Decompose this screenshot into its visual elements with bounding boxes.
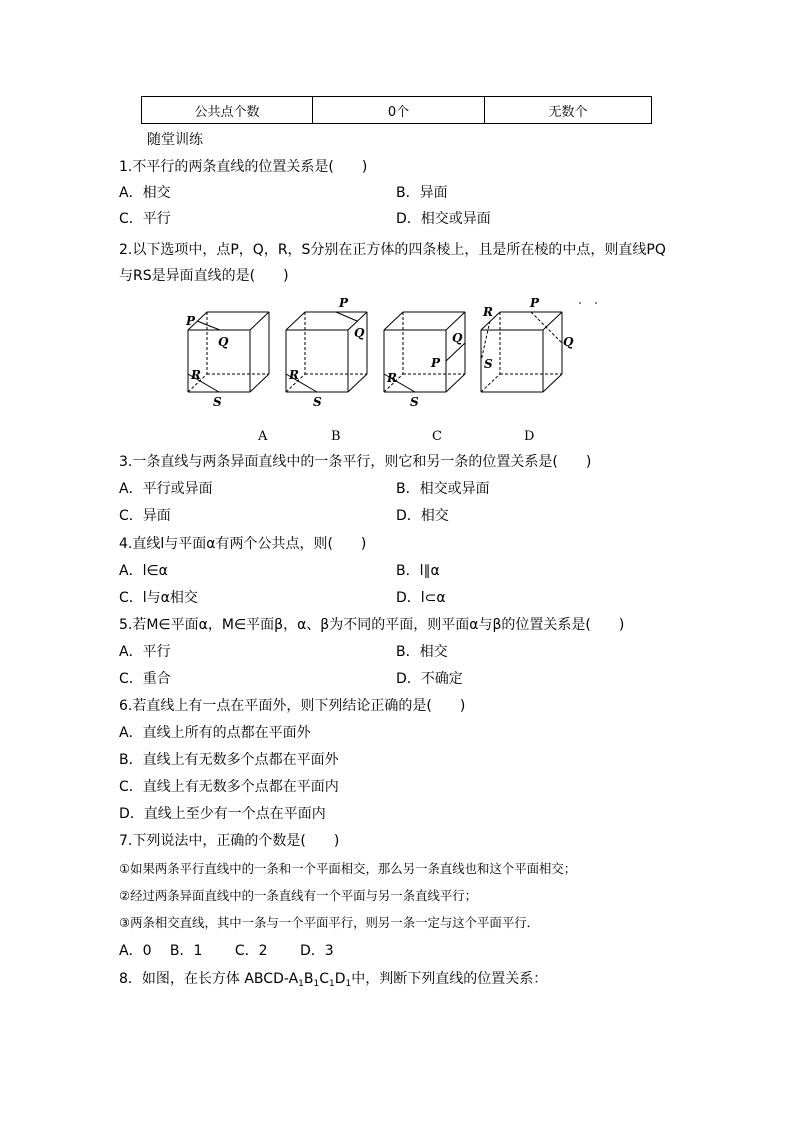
cube-figures: [0, 290, 794, 450]
cube-d: [481, 312, 562, 392]
q8-text: B: [303, 971, 314, 987]
point-label-p: P: [339, 296, 349, 310]
subscript: 1: [298, 979, 304, 989]
q2-stem-line2: 与RS是异面直线的是( ): [119, 268, 289, 284]
point-label-p: P: [186, 314, 196, 328]
q1-option-a: A．相交: [119, 185, 171, 201]
q7-statement-2: ②经过两条异面直线中的一条直线有一个平面与另一条直线平行；: [119, 888, 478, 903]
figure-label-b: B: [331, 429, 341, 444]
q8-text: D: [334, 971, 346, 987]
q2-stem-line1: 2.以下选项中，点P，Q，R，S分别在正方体的四条棱上，且是所在棱的中点，则直线PQ: [119, 242, 666, 258]
point-label-s: S: [410, 395, 419, 409]
q3-option-a: A．平行或异面: [119, 481, 213, 497]
table-cell: 0个: [313, 97, 485, 124]
section-title: 随堂训练: [147, 132, 203, 148]
subscript: 1: [345, 979, 352, 989]
q1-option-b: B．异面: [396, 185, 448, 201]
q5-option-d: D．不确定: [396, 671, 463, 687]
point-label-s: S: [213, 395, 222, 409]
q5-option-b: B．相交: [396, 644, 448, 660]
subscript: 1: [329, 979, 335, 989]
q5-option-a: A．平行: [119, 644, 171, 660]
q1-stem: 1.不平行的两条直线的位置关系是( ): [119, 159, 368, 175]
point-label-r: R: [289, 368, 299, 382]
q7-statement-1: ①如果两条平行直线中的一条和一个平面相交，那么另一条直线也和这个平面相交；: [119, 861, 577, 876]
table-cell: 无数个: [485, 97, 652, 124]
point-label-p: P: [431, 356, 441, 370]
q4-option-d: D．l⊂α: [396, 590, 446, 606]
q6-stem: 6.若直线上有一点在平面外，则下列结论正确的是( ): [119, 698, 466, 714]
q5-stem: 5.若M∈平面α，M∈平面β，α、β为不同的平面，则平面α与β的位置关系是( ): [119, 617, 625, 633]
table-cell: 公共点个数: [142, 97, 313, 124]
figure-label-c: C: [432, 429, 442, 444]
q6-option-a: A．直线上所有的点都在平面外: [119, 725, 311, 741]
q3-option-d: D．相交: [396, 508, 449, 524]
point-label-p: P: [530, 296, 540, 310]
q5-option-c: C．重合: [119, 671, 171, 687]
q7-choices: A．0 B．1 C．2 D．3: [119, 943, 334, 959]
q7-statement-3: ③两条相交直线，其中一条与一个平面平行，则另一条一定与这个平面平行．: [119, 915, 539, 930]
q1-option-c: C．平行: [119, 211, 171, 227]
q3-stem: 3.一条直线与两条异面直线中的一条平行，则它和另一条的位置关系是( ): [119, 454, 592, 470]
q6-option-b: B．直线上有无数多个点都在平面外: [119, 752, 339, 768]
q4-option-c: C．l与α相交: [119, 590, 198, 606]
q8-text: 8．如图，在长方体 ABCD-A: [119, 971, 299, 987]
q3-option-c: C．异面: [119, 508, 171, 524]
point-label-r: R: [483, 305, 493, 319]
common-points-table: [141, 96, 652, 124]
point-label-q: Q: [218, 335, 229, 349]
point-label-q: Q: [563, 335, 574, 349]
point-label-r: R: [191, 368, 201, 382]
q1-option-d: D．相交或异面: [396, 211, 491, 227]
q4-option-a: A．l∈α: [119, 563, 168, 579]
q3-option-b: B．相交或异面: [396, 481, 490, 497]
figure-label-a: A: [258, 429, 268, 444]
point-label-q: Q: [354, 326, 365, 340]
point-label-q: Q: [452, 331, 463, 345]
q8-text: 中，判断下列直线的位置关系：: [351, 971, 548, 987]
q8-stem: [119, 970, 547, 993]
q8-text: C: [319, 971, 330, 987]
point-label-s: S: [313, 395, 322, 409]
q6-option-c: C．直线上有无数多个点都在平面内: [119, 779, 339, 795]
q4-option-b: B．l∥α: [396, 563, 440, 579]
figure-label-d: D: [524, 429, 535, 444]
subscript: 1: [313, 979, 320, 989]
q6-option-d: D．直线上至少有一个点在平面内: [119, 806, 326, 822]
q4-stem: 4.直线l与平面α有两个公共点，则( ): [119, 536, 367, 552]
point-label-r: R: [387, 371, 397, 385]
point-label-s: S: [484, 357, 493, 371]
table-row: [142, 97, 652, 124]
q7-stem: 7.下列说法中，正确的个数是( ): [119, 833, 340, 849]
